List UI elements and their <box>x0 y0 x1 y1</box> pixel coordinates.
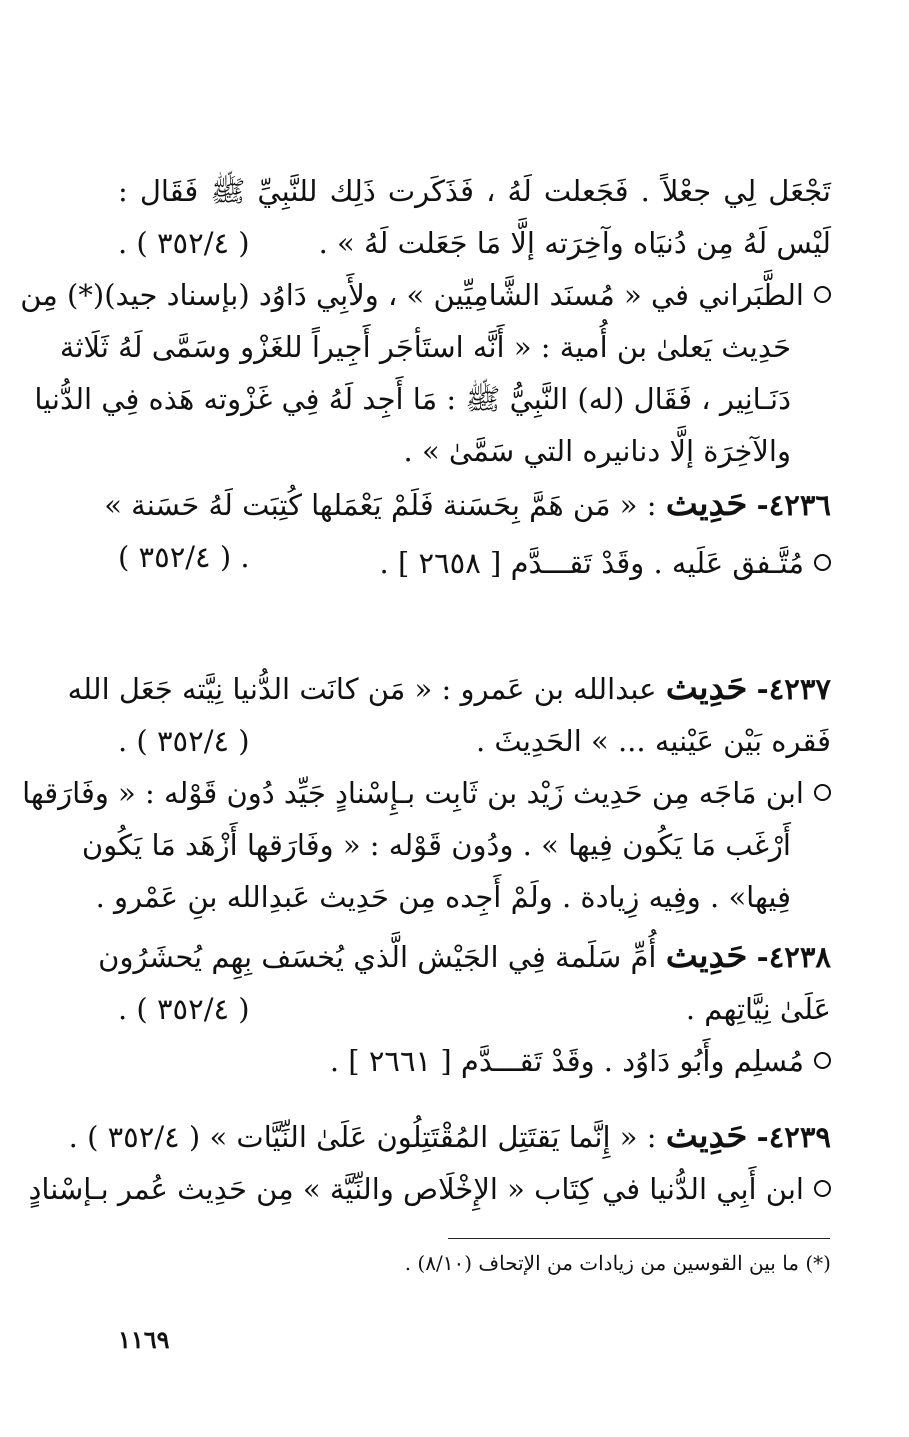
circle-bullet-icon <box>814 286 831 303</box>
circle-bullet-icon <box>814 784 831 801</box>
hadith-keyword: حَدِيث <box>665 668 748 708</box>
text-fragment: عَلَىٰ نِيَّاتِهم . <box>685 992 831 1026</box>
takhrij-line <box>20 269 831 321</box>
circle-bullet-icon <box>814 1180 831 1197</box>
text-line <box>118 983 831 1035</box>
takhrij-line: والآخِرَة إلَّا دنانيره التي سَمَّىٰ » . <box>403 434 791 468</box>
text-fragment: ابن مَاجَه مِن حَدِيث زَيْد بن ثَابِت بـإِسْنادٍ جَيِّد دُون قَوْله : « وفَارَقها <box>22 776 804 810</box>
hadith-keyword: حَدِيث <box>665 936 748 976</box>
hadith-heading <box>68 1110 831 1163</box>
intro-section <box>20 165 831 477</box>
text-line <box>118 715 831 767</box>
hadith-keyword: حَدِيث <box>665 484 748 524</box>
reference: . ( ٣٥٢/٤ ) <box>118 540 250 574</box>
text-line <box>118 217 831 269</box>
text-fragment: مُسلِم وأَبُو دَاوُد . وقَدْ تَقـــدَّم [ ٢٦٦١ ] . <box>329 1044 804 1078</box>
text-fragment: الطَّبَراني في « مُسنَد الشَّامِيِّين » ، ولأَبِي دَاوُد (بإسناد جيد)(*) مِن <box>20 278 804 312</box>
hadith-text: أُمِّ سَلَمة فِي الجَيْش الَّذي يُخسَف بِهِم يُحشَرُون <box>98 940 657 974</box>
hadith-text: : « إِنَّما يَقتَتِل المُقْتَتِلُون عَلَىٰ النِّيَّات » ( ٣٥٢/٤ ) . <box>68 1120 657 1154</box>
reference: ( ٣٥٢/٤ ) . <box>118 992 250 1026</box>
hadith-number: ٤٢٣٧- <box>756 672 831 706</box>
hadith-4236 <box>104 478 831 589</box>
footnote: (*) ما بين القوسين من زيادات من الإتحاف (٨/١٠) . <box>404 1251 831 1275</box>
text-fragment: مُتَّـفق عَلَيه . وقَدْ تَقـــدَّم [ ٢٦٥٨ ] . <box>379 546 804 580</box>
footnote-divider <box>448 1238 830 1239</box>
reference: ( ٣٥٢/٤ ) . <box>118 226 250 260</box>
hadith-number: ٤٢٣٩- <box>756 1120 831 1154</box>
reference: ( ٣٥٢/٤ ) . <box>118 724 250 758</box>
takhrij-line: أَرْغَب مَا يَكُون فِيها » . ودُون قَوْله : « وفَارَقها أَزْهَد مَا يَكُون <box>81 828 791 862</box>
text-fragment: لَيْس لَهُ مِن دُنيَاه وآخِرَته إلَّا مَا جَعَلت لَهُ » . <box>318 226 831 260</box>
hadith-number: ٤٢٣٦- <box>756 488 831 522</box>
takhrij-line: فِيها» . وفِيه زِيادة . ولَمْ أَجِده مِن حَدِيث عَبدِالله بنِ عَمْرو . <box>95 880 791 914</box>
takhrij-line: دَنَـانِير ، فَقَال (له) النَّبِيُّ ﷺ : مَا أَجِد لَهُ فِي غَزْوته هَذه فِي الدُّنيا <box>34 382 791 416</box>
hadith-heading <box>104 478 831 531</box>
circle-bullet-icon <box>814 1052 831 1069</box>
hadith-keyword: حَدِيث <box>665 1116 748 1156</box>
hadith-4237 <box>22 662 831 923</box>
hadith-number: ٤٢٣٨- <box>756 940 831 974</box>
hadith-heading <box>67 662 831 715</box>
hadith-4239 <box>28 1110 831 1215</box>
circle-bullet-icon <box>814 554 831 571</box>
hadith-heading <box>98 930 831 983</box>
takhrij-line: حَدِيث يَعلىٰ بن أُمية : « أَنَّه استَأجَر أَجِيراً للغَزْو وسَمَّى لَهُ ثَلَاثة <box>59 330 791 364</box>
hadith-text: : « مَن هَمَّ بِحَسَنة فَلَمْ يَعْمَلها كُتِبَت لَهُ حَسَنة » <box>104 488 657 522</box>
text-line: تَجْعَل لِي جعْلاً . فَجَعلت لَهُ ، فَذَكَرت ذَلِك للنَّبِيِّ ﷺ فَقَال : <box>118 174 831 208</box>
takhrij-line <box>22 767 831 819</box>
page-number: ١١٦٩ <box>118 1325 170 1354</box>
hadith-4238 <box>98 930 831 1087</box>
text-fragment: فَقره بَيْن عَيْنيه ... » الحَدِيثَ . <box>475 724 831 758</box>
takhrij-line <box>118 1035 831 1087</box>
hadith-text: عبدالله بن عَمرو : « مَن كانَت الدُّنيا نِيَّته جَعَل الله <box>67 672 657 706</box>
text-fragment: ابن أَبِي الدُّنيا في كِتَاب « الإِخْلَاص والنِّيَّة » مِن حَدِيث عُمر بـإسْنادٍ <box>28 1172 804 1206</box>
takhrij-line <box>28 1163 831 1215</box>
